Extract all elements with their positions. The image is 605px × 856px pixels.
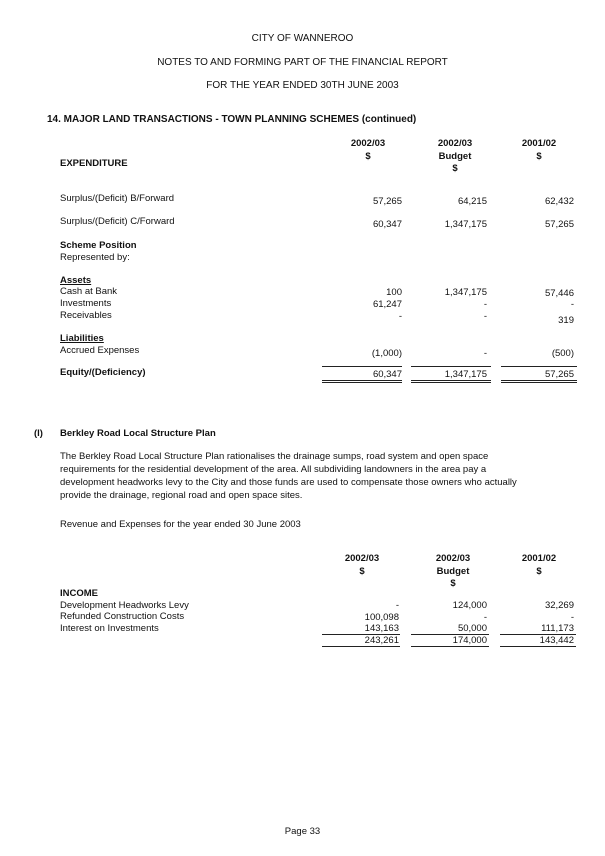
totals-rule-bottom — [411, 646, 489, 647]
row-value-prior: 111,173 — [541, 623, 574, 634]
row-value-current: 61,247 — [372, 299, 402, 310]
report-period: FOR THE YEAR ENDED 30TH JUNE 2003 — [206, 80, 399, 91]
totals-rule-bottom — [322, 646, 400, 647]
table1-col2-line1: 2002/03 — [437, 138, 473, 149]
table2-col1-line2: $ — [359, 566, 365, 577]
table2-col2-line2: Budget — [436, 566, 470, 577]
row-label: Surplus/(Deficit) B/Forward — [60, 193, 175, 204]
equity-rule-bottom — [411, 382, 491, 383]
table1-col3-line1: 2001/02 — [521, 138, 557, 149]
equity-rule-top — [411, 366, 491, 367]
row-value-current: (1,000) — [371, 348, 402, 359]
row-label: Cash at Bank — [60, 286, 118, 297]
equity-rule-bottom — [501, 380, 577, 381]
row-value-prior: - — [570, 299, 574, 310]
row-value-current: - — [395, 600, 399, 611]
table1-col1-line2: $ — [365, 151, 371, 162]
row-value-current: - — [398, 311, 402, 322]
row-label: Interest on Investments — [60, 623, 159, 634]
totals-rule-bottom — [500, 646, 576, 647]
row-value-current: 57,265 — [372, 196, 402, 207]
row-value-prior: 32,269 — [544, 600, 574, 611]
table1-col1-line1: 2002/03 — [350, 138, 386, 149]
row-value-budget: 1,347,175 — [444, 287, 487, 298]
row-value-budget: - — [483, 348, 487, 359]
row-value-budget: 50,000 — [457, 623, 487, 634]
equity-rule-top — [322, 366, 402, 367]
row-label: Investments — [60, 298, 112, 309]
row-value-budget: 1,347,175 — [444, 369, 487, 380]
row-value-prior: 57,446 — [544, 288, 574, 299]
revenue-caption: Revenue and Expenses for the year ended 30 June 2003 — [60, 519, 301, 530]
org-name: CITY OF WANNEROO — [251, 33, 354, 44]
table1-col3-line2: $ — [536, 151, 542, 162]
row-label: Surplus/(Deficit) C/Forward — [60, 216, 175, 227]
table2-col3-line1: 2001/02 — [521, 553, 557, 564]
scheme-position-heading: Scheme Position — [60, 240, 137, 251]
table2-col2-line1: 2002/03 — [435, 553, 471, 564]
equity-rule-bottom — [322, 382, 402, 383]
liabilities-heading: Liabilities — [60, 333, 104, 344]
assets-heading: Assets — [60, 275, 92, 286]
table2-heading: INCOME — [60, 588, 98, 599]
row-value-prior: 62,432 — [544, 196, 574, 207]
row-value-current: 143,163 — [364, 623, 399, 634]
row-value-prior: 319 — [558, 315, 574, 326]
row-value-prior: (500) — [551, 348, 574, 359]
table1-col2-line3: $ — [452, 163, 458, 174]
equity-rule-bottom — [322, 380, 402, 381]
row-label: Accrued Expenses — [60, 345, 140, 356]
represented-by-label: Represented by: — [60, 252, 130, 263]
equity-rule-bottom — [501, 382, 577, 383]
row-value-prior: - — [570, 612, 574, 623]
total-prior: 143,442 — [539, 635, 574, 646]
row-value-budget: 1,347,175 — [444, 219, 487, 230]
section-title: 14. MAJOR LAND TRANSACTIONS - TOWN PLANNING SCHEMES (continued) — [47, 114, 417, 125]
page-number: Page 33 — [284, 826, 321, 837]
row-value-budget: 64,215 — [457, 196, 487, 207]
row-value-budget: - — [483, 299, 487, 310]
equity-rule-bottom — [411, 380, 491, 381]
equity-label: Equity/(Deficiency) — [60, 367, 146, 378]
subsection-title: Berkley Road Local Structure Plan — [60, 428, 216, 439]
row-label: Refunded Construction Costs — [60, 611, 185, 622]
table2-col2-line3: $ — [450, 578, 456, 589]
table2-col1-line1: 2002/03 — [344, 553, 380, 564]
subsection-marker: (l) — [34, 428, 43, 439]
row-value-current: 100 — [386, 287, 402, 298]
row-value-current: 100,098 — [364, 612, 399, 623]
total-budget: 174,000 — [452, 635, 487, 646]
row-value-prior: 57,265 — [544, 219, 574, 230]
row-value-current: 60,347 — [372, 369, 402, 380]
table2-col3-line2: $ — [536, 566, 542, 577]
table1-col2-line2: Budget — [438, 151, 472, 162]
row-label: Receivables — [60, 310, 112, 321]
row-value-budget: - — [483, 311, 487, 322]
equity-rule-top — [501, 366, 577, 367]
row-value-budget: 124,000 — [452, 600, 487, 611]
row-value-budget: - — [483, 612, 487, 623]
row-label: Development Headworks Levy — [60, 600, 189, 611]
row-value-current: 60,347 — [372, 219, 402, 230]
row-value-prior: 57,265 — [544, 369, 574, 380]
report-subtitle: NOTES TO AND FORMING PART OF THE FINANCIAL REPORT — [157, 57, 448, 68]
total-current: 243,261 — [364, 635, 399, 646]
subsection-paragraph: The Berkley Road Local Structure Plan rationalises the drainage sumps, road system and open space requirements for the residential development of the area. All subdividing landowners in the area pay a development headworks levy to the City and those funds are used to compensate those owners who actually provide the drainage, regional road and open space sites. — [60, 451, 517, 501]
table1-heading: EXPENDITURE — [60, 158, 128, 169]
